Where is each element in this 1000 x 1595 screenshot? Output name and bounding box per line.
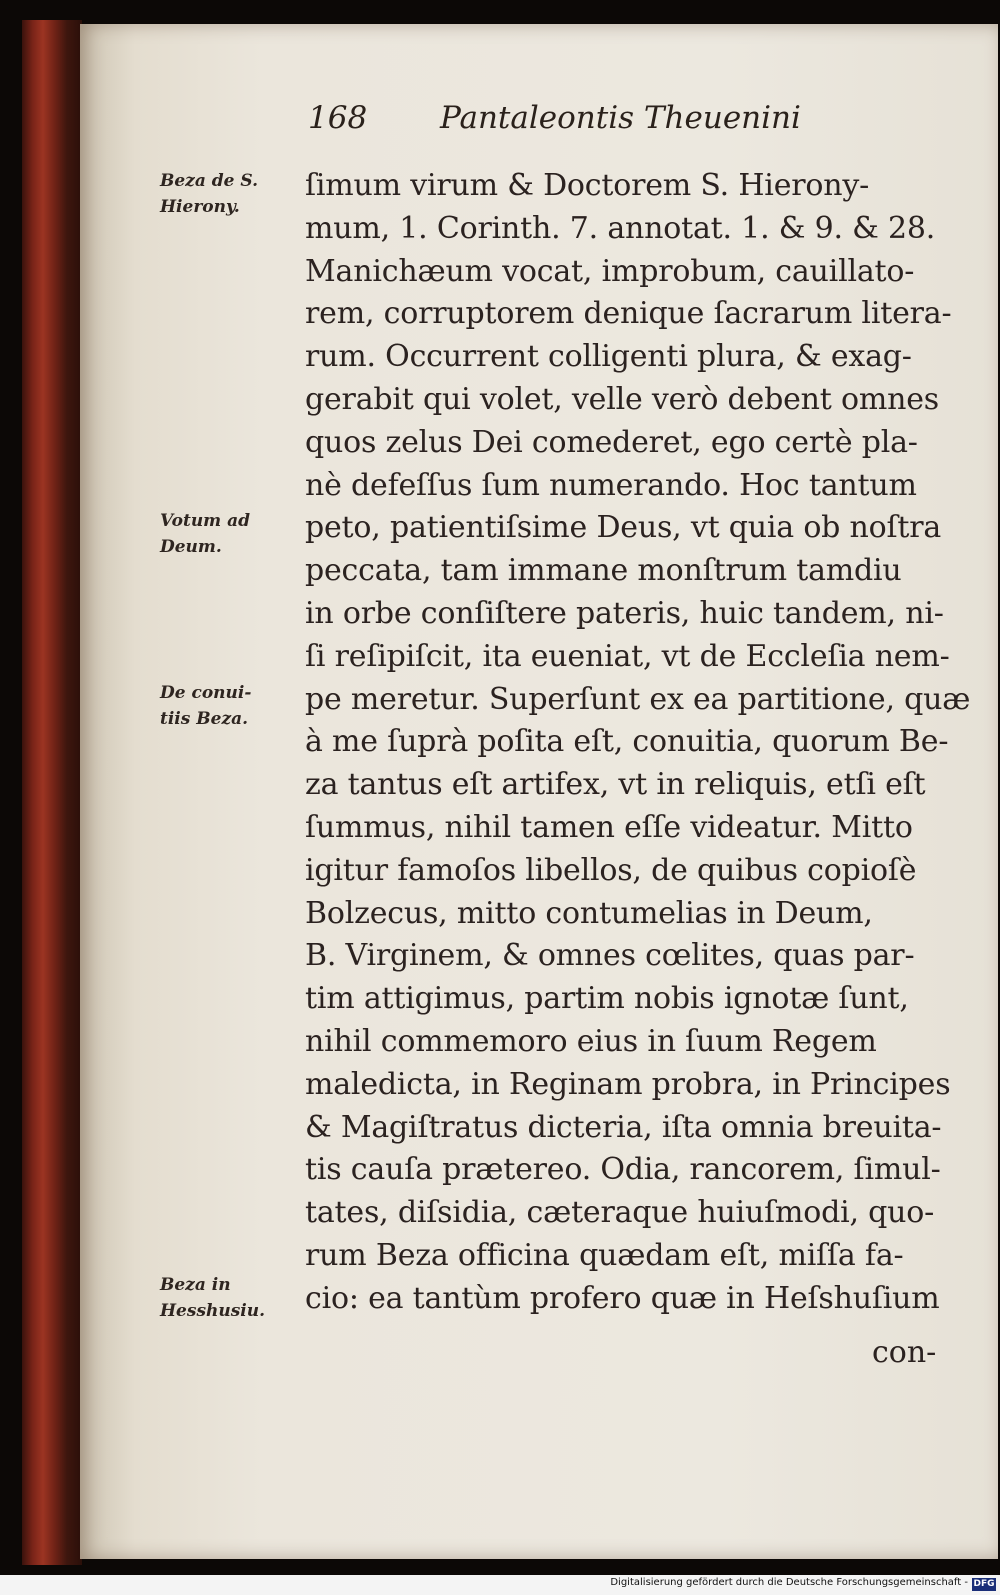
text-line: à me ſuprà poſita eſt, conuitia, quorum Be- — [305, 724, 949, 760]
text-line: tim attigimus, partim nobis ignotæ ſunt, — [305, 981, 909, 1017]
text-line: rem, corruptorem denique ſacrarum litera- — [305, 296, 952, 332]
book-fore-edge — [22, 20, 82, 1565]
text-line: B. Virginem, & omnes cœlites, quas par- — [305, 938, 915, 974]
text-line: ſummus, nihil tamen eſſe videatur. Mitto — [305, 809, 913, 845]
text-line: ſi reſipiſcit, ita eueniat, vt de Eccleſia nem- — [305, 638, 950, 674]
text-line: peto, patientiſsime Deus, vt quia ob noſtra — [305, 510, 942, 546]
text-line: tis cauſa prætereo. Odia, rancorem, ſimul- — [305, 1152, 941, 1188]
margin-note-line: Deum. — [160, 537, 222, 557]
funding-credit: Digitalisierung gefördert durch die Deutsche Forschungsgemeinschaft - — [610, 1577, 968, 1588]
running-title: Pantaleontis Theuenini — [440, 100, 801, 136]
dfg-logo: DFG — [973, 1579, 995, 1589]
text-line: nihil commemoro eius in ſuum Regem — [305, 1023, 877, 1059]
margin-note-line: Votum ad — [160, 511, 250, 531]
margin-note-line: tiis Beza. — [160, 709, 249, 729]
margin-note-conuitiis — [160, 680, 300, 732]
running-head — [300, 100, 860, 144]
margin-note-beza-hieronymus — [160, 168, 300, 220]
catchword: con- — [872, 1335, 937, 1370]
digitization-footer — [0, 1575, 1000, 1595]
text-line: rum. Occurrent colligenti plura, & exag- — [305, 339, 912, 375]
text-line: Manichæum vocat, improbum, cauillato- — [305, 253, 915, 289]
text-line: cio: ea tantùm profero quæ in Heſshuſium — [305, 1280, 940, 1316]
margin-note-line: Hesshusiu. — [160, 1301, 266, 1321]
text-line: za tantus eſt artifex, vt in reliquis, etſi eſt — [305, 767, 926, 803]
page-number: 168 — [308, 100, 368, 136]
margin-note-line: De conui- — [160, 683, 252, 703]
text-line: igitur famoſos libellos, de quibus copioſè — [305, 852, 917, 888]
margin-note-line: Beza in — [160, 1275, 231, 1295]
text-line: Bolzecus, mitto contumelias in Deum, — [305, 895, 873, 931]
text-line: gerabit qui volet, velle verò debent omnes — [305, 381, 939, 417]
margin-note-line: Hierony. — [160, 197, 240, 217]
text-line: pe meretur. Superſunt ex ea partitione, quæ — [305, 681, 971, 717]
margin-note-line: Beza de S. — [160, 171, 258, 191]
text-line: in orbe conſiſtere pateris, huic tandem, ni- — [305, 595, 944, 631]
text-line: maledicta, in Reginam probra, in Principes — [305, 1066, 951, 1102]
text-line: tates, diſsidia, cæteraque huiuſmodi, quo- — [305, 1195, 935, 1231]
text-line: peccata, tam immane monſtrum tamdiu — [305, 553, 902, 589]
margin-note-votum — [160, 508, 300, 560]
text-line: ſimum virum & Doctorem S. Hierony- — [305, 168, 870, 203]
body-text — [305, 165, 971, 1321]
text-line: nè defeſſus ſum numerando. Hoc tantum — [305, 467, 917, 503]
margin-note-hesshusius — [160, 1272, 300, 1324]
text-line: rum Beza officina quædam eſt, miſſa fa- — [305, 1237, 904, 1273]
text-line: mum, 1. Corinth. 7. annotat. 1. & 9. & 28. — [305, 210, 936, 246]
text-line: & Magiſtratus dicteria, iſta omnia breuita- — [305, 1109, 942, 1145]
text-line: quos zelus Dei comederet, ego certè pla- — [305, 424, 918, 460]
